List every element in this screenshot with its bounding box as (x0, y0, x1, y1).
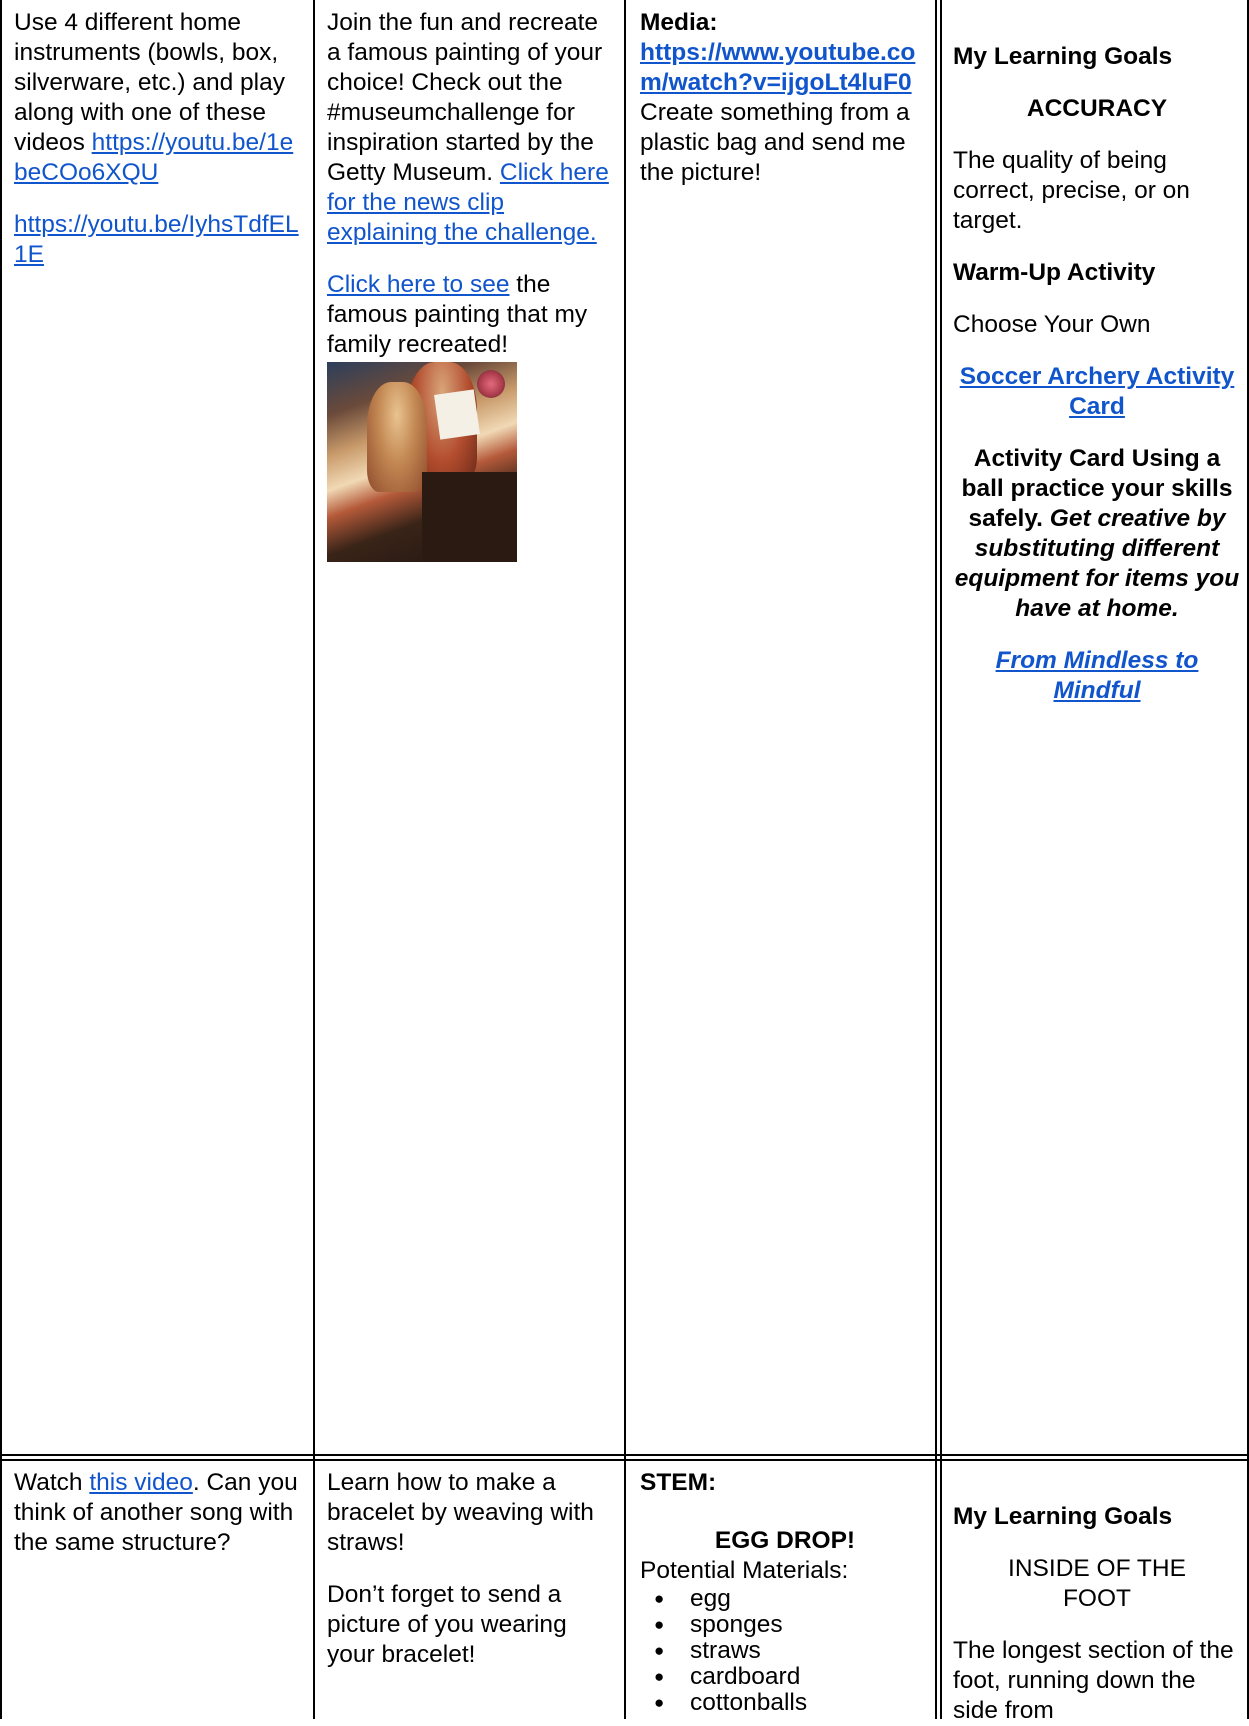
see-painting-link[interactable]: Click here to see (327, 271, 510, 298)
painting-image (327, 362, 517, 562)
list-item: ● sponges (640, 1612, 930, 1638)
watch-text: Watch (14, 1469, 90, 1496)
activity-card-desc: Activity Card Using a ball practice your skills safely. (961, 445, 1233, 532)
stem-heading: STEM: (640, 1469, 717, 1496)
warmup-heading: Warm-Up Activity (953, 259, 1156, 286)
learning-goals-heading: My Learning Goals (953, 43, 1173, 70)
goal-definition: The longest section of the foot, running down the side from (953, 1637, 1234, 1724)
video-link-2[interactable]: https://youtu.be/IyhsTdfEL1E (14, 211, 299, 268)
column-divider (313, 0, 315, 1719)
table-border-left (0, 0, 2, 1719)
see-painting-text: the famous painting that my family recreated! (327, 271, 588, 358)
mindful-link[interactable]: From Mindless to Mindful (995, 647, 1199, 704)
cell-r1-c2 (327, 8, 617, 562)
museum-challenge-text: Join the fun and recreate a famous painting of your choice! Check out the #museumchallenge for inspiration started by the Getty Museum. (327, 9, 603, 186)
cell-r2-c3 (640, 1468, 930, 1716)
warmup-text: Choose Your Own (953, 311, 1151, 338)
cell-r1-c4 (953, 8, 1241, 706)
list-item: ● cottonballs (640, 1690, 930, 1716)
cell-r2-c4 (953, 1468, 1241, 1726)
goal-title: INSIDE OF THE FOOT (1008, 1555, 1186, 1612)
materials-list (640, 1586, 930, 1716)
row-divider-double (0, 1459, 1249, 1461)
column-divider (935, 0, 937, 1719)
learning-goals-heading: My Learning Goals (953, 1503, 1173, 1530)
video-link-1[interactable]: https://youtu.be/1ebeCOo6XQU (14, 129, 294, 186)
goal-definition: The quality of being correct, precise, or on target. (953, 147, 1190, 234)
plastic-bag-text: Create something from a plastic bag and send me the picture! (640, 99, 910, 186)
bracelet-text: Learn how to make a bracelet by weaving with straws! (327, 1469, 594, 1556)
song-structure-text: . Can you think of another song with the same structure? (14, 1469, 298, 1556)
column-divider (624, 0, 626, 1719)
row-divider (0, 1454, 1249, 1456)
cell-r1-c1 (14, 8, 304, 270)
column-divider-double (940, 0, 942, 1719)
this-video-link[interactable]: this video (89, 1469, 193, 1496)
list-item: ● cardboard (640, 1664, 930, 1690)
list-item: ● egg (640, 1586, 930, 1612)
news-clip-link[interactable]: Click here for the news clip explaining the challenge. (327, 159, 609, 246)
bracelet-picture-text: Don’t forget to send a picture of you wearing your bracelet! (327, 1581, 567, 1668)
activity-card-tip: Get creative by substituting different equipment for items you have at home. (954, 505, 1240, 622)
media-heading: Media: (640, 9, 718, 36)
activity-card-link[interactable]: Soccer Archery Activity Card (959, 363, 1235, 420)
instruments-text: Use 4 different home instruments (bowls, box, silverware, etc.) and play along with one of these videos (14, 9, 285, 156)
goal-title: ACCURACY (1026, 95, 1168, 122)
cell-r1-c3 (640, 8, 930, 188)
list-item: ● straws (640, 1638, 930, 1664)
materials-label: Potential Materials: (640, 1557, 849, 1584)
media-youtube-link[interactable]: https://www.youtube.com/watch?v=ijgoLt4luF0 (640, 39, 916, 96)
cell-r2-c2 (327, 1468, 617, 1670)
egg-drop-title: EGG DROP! (714, 1527, 856, 1554)
cell-r2-c1 (14, 1468, 304, 1558)
